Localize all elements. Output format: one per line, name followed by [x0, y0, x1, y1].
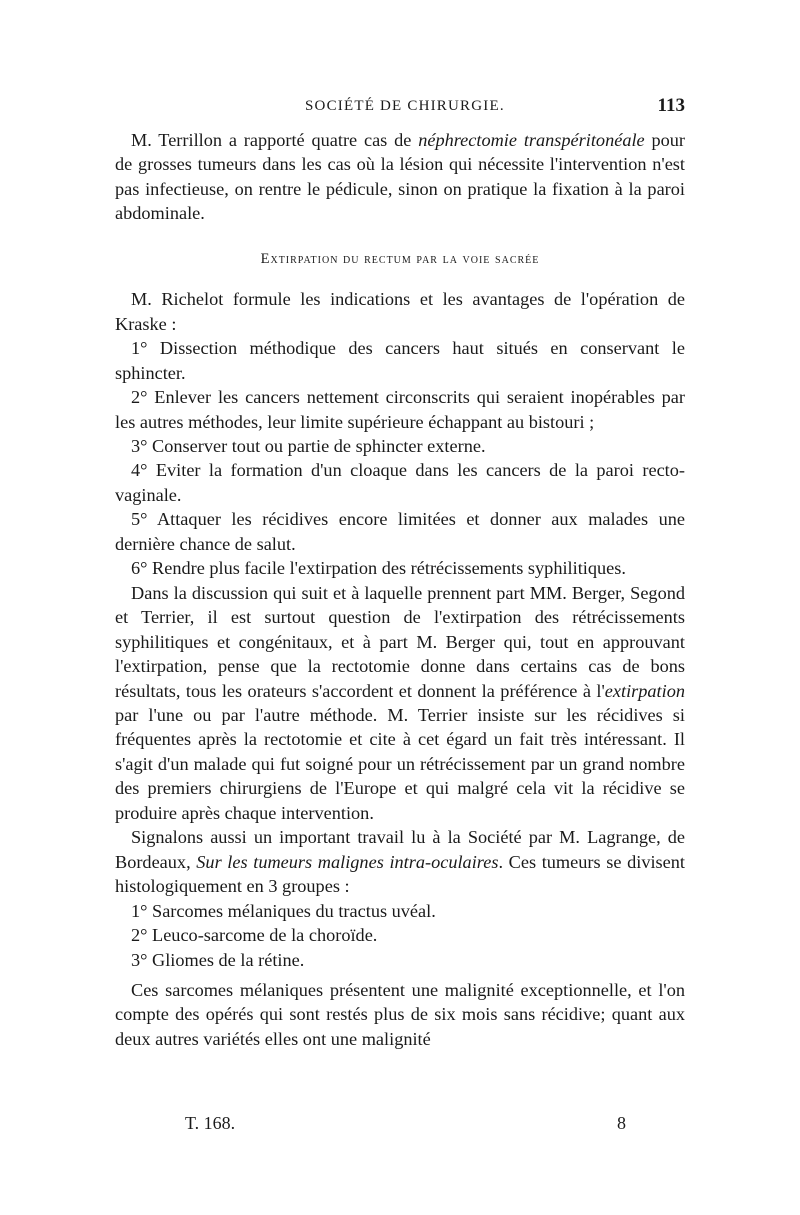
list-item: 1° Dissection méthodique des cancers haut situés en conservant le sphincter.: [115, 338, 685, 383]
paragraph-richelot: M. Richelot formule les indications et les avantages de l'opération de Kraske :: [115, 289, 685, 334]
text-run: pour de grosses tumeurs dans les cas où la lésion qui nécessite l'intervention n'est pas infectieuse, on rentre le pédicule, sinon on pratique la fixation à la paroi abdominale.: [115, 130, 685, 224]
list-item: 2° Leuco-sarcome de la choroïde.: [131, 925, 378, 946]
signature-mark: T. 168.: [185, 1113, 236, 1133]
journal-title: SOCIÉTÉ DE CHIRURGIE.: [305, 98, 505, 114]
page-body: [115, 128, 685, 1051]
text-run: par l'une ou par l'autre méthode. M. Terrier insiste sur les récidives si fréquentes après la rectotomie et cite à cet égard un fait très intéressant. Il s'agit d'un malade qui fut soigné pour un rétrécissement par un grand nombre des premiers chirurgiens de l'Europe et qui malgré cela vit la récidive se produire après chaque intervention.: [115, 704, 685, 823]
list-item: 4° Eviter la formation d'un cloaque dans les cancers de la paroi recto-vaginale.: [115, 460, 685, 505]
list-item: 1° Sarcomes mélaniques du tractus uvéal.: [131, 900, 436, 921]
text-run: Dans la discussion qui suit et à laquelle prennent part MM. Berger, Segond et Terrier, il est surtout question de l'extirpation des rétrécissements syphilitiques et congénitaux, et à part M. Berger qui, tout en approuvant l'extirpation, pense que la rectotomie donne dans certains cas de bons résultats, tous les orateurs s'accordent et donnent la préférence à l': [115, 582, 685, 701]
list-item: 6° Rendre plus facile l'extirpation des rétrécissements syphilitiques.: [131, 558, 626, 579]
text-run: Signalons aussi un important travail lu à la Société par M. Lagrange, de Bordeaux,: [115, 827, 685, 872]
list-item: 3° Gliomes de la rétine.: [131, 949, 305, 970]
emphasis: néphrectomie transpéritonéale: [418, 130, 645, 150]
page-number: 113: [657, 95, 685, 116]
list-item: 2° Enlever les cancers nettement circonscrits qui seraient inopérables par les autres méthodes, leur limite supérieure échappant au bistouri ;: [115, 387, 685, 432]
paragraph-terrillon: [115, 128, 685, 226]
page-footer: [115, 1113, 685, 1139]
running-header: [115, 95, 685, 124]
list-item: 5° Attaquer les récidives encore limitées et donner aux malades une dernière chance de salut.: [115, 509, 685, 554]
paragraph-sarcomes: Ces sarcomes mélaniques présentent une malignité exceptionnelle, et l'on compte des opérés qui sont restés plus de six mois sans récidive; quant aux deux autres variétés elles ont une malignité: [115, 979, 685, 1049]
emphasis: extirpation: [604, 680, 685, 701]
section-heading: Extirpation du rectum par la voie sacrée: [260, 250, 540, 267]
paragraph-lagrange: [115, 825, 685, 898]
paragraph-discussion: [115, 581, 685, 826]
sheet-number: 8: [617, 1113, 626, 1133]
text-run: . Ces tumeurs se divisent histologiquement en 3 groupes :: [115, 851, 685, 897]
text-run: M. Terrillon a rapporté quatre cas de: [131, 130, 419, 150]
emphasis: Sur les tumeurs malignes intra-oculaires: [196, 851, 499, 872]
list-item: 3° Conserver tout ou partie de sphincter externe.: [131, 435, 486, 456]
